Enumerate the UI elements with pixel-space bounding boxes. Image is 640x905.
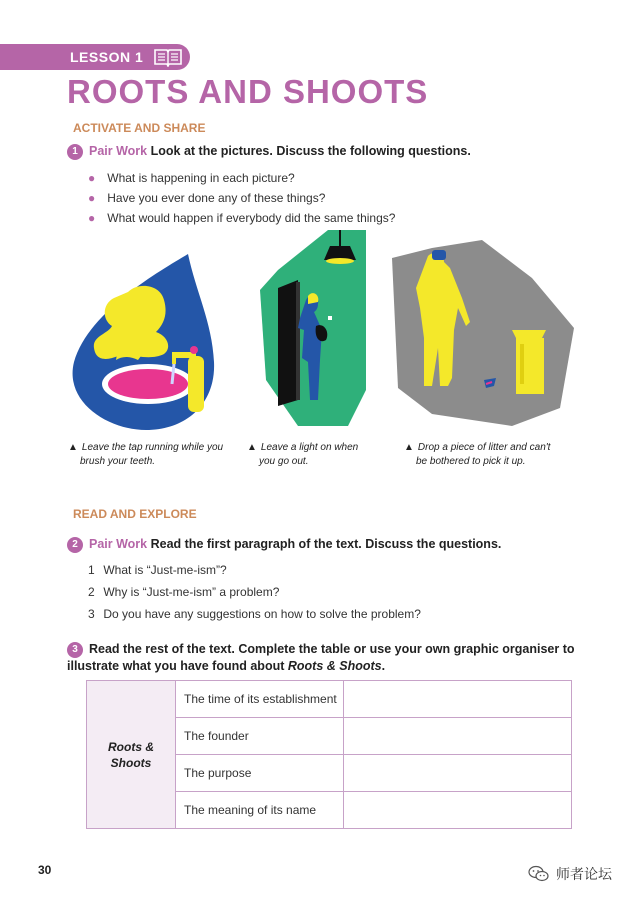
lesson-label: LESSON 1	[70, 49, 144, 65]
caption-litter: ▲ Drop a piece of litter and can't be bothered to pick it up.	[404, 442, 551, 467]
watermark-text: 师者论坛	[556, 866, 612, 882]
page-title: ROOTS AND SHOOTS	[67, 73, 429, 110]
list-item: 3 Do you have any suggestions on how to solve the problem?	[88, 607, 421, 621]
table-answer-cell[interactable]	[344, 755, 572, 792]
caption-light: ▲ Leave a light on when you go out.	[247, 442, 359, 467]
list-item: ● What is happening in each picture?	[88, 171, 295, 185]
task-topic: Roots & Shoots	[287, 659, 382, 673]
table-cell-label: The founder	[176, 718, 344, 755]
table-row-header: Roots & Shoots	[87, 681, 176, 829]
litter-illustration	[392, 238, 574, 428]
task-number: 1	[67, 144, 83, 160]
light-on-illustration	[258, 230, 368, 430]
page-number: 30	[38, 863, 52, 877]
task-number: 2	[67, 537, 83, 553]
task-instruction: Read the rest of the text. Complete the table or use your own graphic organiser to illustrate what you have found about	[67, 642, 575, 673]
table-cell-label: The time of its establishment	[176, 681, 344, 718]
tap-running-illustration	[68, 252, 218, 432]
task-number: 3	[67, 642, 83, 658]
task-instruction: Look at the pictures. Discuss the following questions.	[150, 144, 471, 158]
section-heading-read: READ AND EXPLORE	[73, 507, 197, 521]
lesson-tab	[0, 44, 190, 70]
table-answer-cell[interactable]	[344, 718, 572, 755]
reading-questions	[88, 559, 421, 625]
list-item: ● Have you ever done any of these things?	[88, 191, 326, 205]
table-answer-cell[interactable]	[344, 792, 572, 829]
book-icon	[153, 47, 183, 67]
section-heading-activate: ACTIVATE AND SHARE	[73, 121, 206, 135]
task-1	[67, 143, 471, 160]
pair-work-label: Pair Work	[89, 144, 148, 158]
wechat-icon	[528, 865, 550, 883]
watermark	[528, 863, 628, 885]
discussion-questions	[88, 168, 395, 228]
caption-tap: ▲ Leave the tap running while you brush your teeth.	[68, 442, 224, 467]
list-item: ● What would happen if everybody did the same things?	[88, 211, 396, 225]
table-cell-label: The meaning of its name	[176, 792, 344, 829]
task-3: 3 Read the rest of the text. Complete the table or use your own graphic organiser to illustrate what you have found about Roots & Shoots.	[67, 642, 575, 673]
task-instruction: Read the first paragraph of the text. Discuss the questions.	[150, 537, 502, 551]
pair-work-label: Pair Work	[89, 537, 148, 551]
table-answer-cell[interactable]	[344, 681, 572, 718]
list-item: 1 What is “Just-me-ism”?	[88, 563, 227, 577]
task-2	[67, 536, 501, 553]
table-cell-label: The purpose	[176, 755, 344, 792]
roots-shoots-table	[86, 680, 572, 829]
table-row	[87, 681, 572, 718]
list-item: 2 Why is “Just-me-ism” a problem?	[88, 585, 280, 599]
